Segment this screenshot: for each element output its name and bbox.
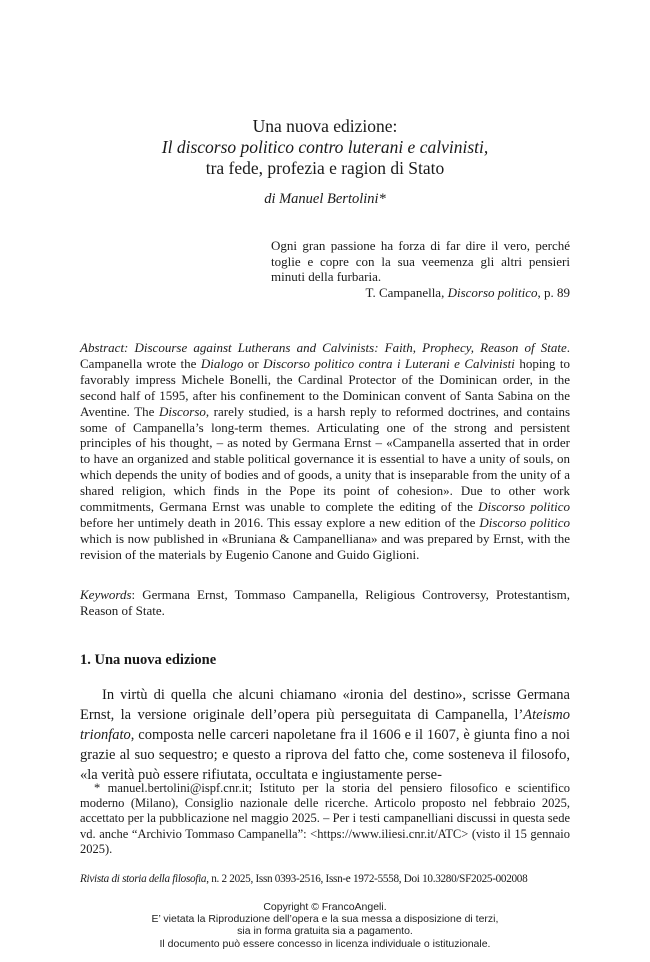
abstract-text: or [243, 355, 264, 371]
epigraph-text: Ogni gran passione ha forza di far dire il vero, perché toglie e copre con la sua veemenza gli altri pensieri minuti della furbaria. [271, 238, 570, 284]
author-byline: di Manuel Bertolini* [264, 191, 386, 207]
keywords-label: Keywords [80, 587, 132, 602]
copyright-line-1: Copyright © FrancoAngeli. [263, 901, 387, 913]
epigraph-source-author: T. Campanella, [365, 285, 448, 300]
title-line-1: Una nuova edizione: [252, 116, 398, 136]
keywords [80, 587, 570, 619]
epigraph-source [271, 285, 570, 301]
body-italic: Ateismo trionfato [80, 707, 570, 743]
abstract-text: before her untimely death in 2016. This essay explore a new edition of the [80, 514, 480, 530]
abstract-text: , rarely studied, is a harsh reply to reformed doctrines, and contains some of Campanella’s long-term themes. Articulating one of the strong and persistent principles of his thought, – as noted by Germana Ernst – «Campanella asserted that in order to have an organized and stable political governance it is essential to have a unity of souls, on which depends the unity of bodies and of goods, a unity that is inseparable from the unity of a shared religion, which finds in the Pope its point of cohesion». Due to other work commitments, Germana Ernst was unable to complete the editing of the [80, 403, 570, 515]
abstract-text: . Campanella wrote the [80, 340, 570, 371]
title-line-2: Il discorso politico contro luterani e calvinisti, [161, 137, 489, 157]
journal-citation [80, 873, 570, 885]
body-text: In virtù di quella che alcuni chiamano «ironia del destino», scrisse Germana Ernst, la versione originale dell’opera più perseguitata di Campanella, l’ [80, 687, 570, 723]
abstract [80, 340, 570, 563]
abstract-italic: Discorso politico contra i Luterani e Calvinisti [263, 355, 515, 371]
copyright-line-3: sia in forma gratuita sia a pagamento. [237, 925, 413, 938]
epigraph-source-title: Discorso politico [447, 285, 538, 300]
epigraph-source-page: , p. 89 [537, 285, 570, 300]
copyright-line-4: Il documento può essere concesso in licenza individuale o istituzionale. [159, 937, 491, 950]
abstract-label: Abstract: Discourse against Lutherans and Calvinists: Faith, Prophecy, Reason of State [80, 340, 567, 355]
body-text: , composta nelle carceri napoletane fra il 1606 e il 1607, è giunta fino a noi grazie al suo sequestro; e questo a riprova del fatto che, come sosteneva il filosofo, «la verità può essere rifiutata, occultata e ingiustamente perse- [80, 727, 570, 783]
abstract-italic: Discorso politico [479, 514, 570, 530]
abstract-text: which is now published in «Bruniana & Campanelliana» and was prepared by Ernst, with the revision of the materials by Eugenio Canone and Guido Giglioni. [80, 530, 570, 562]
abstract-italic: Dialogo [200, 355, 244, 371]
keywords-text: : Germana Ernst, Tommaso Campanella, Religious Controversy, Protestantism, Reason of State. [80, 587, 570, 618]
abstract-italic: Discorso politico [478, 499, 570, 515]
copyright-line-2: E’ vietata la Riproduzione dell’opera e la sua messa a disposizione di terzi, [151, 913, 499, 926]
journal-details: , n. 2 2025, Issn 0393-2516, Issn-e 1972-5558, Doi 10.3280/SF2025-002008 [206, 873, 528, 885]
abstract-text: hoping to favorably impress Michele Bonelli, the Cardinal Protector of the Dominican order, in the second half of 1595, after his confinement to the Dominican convent of Santa Sabina on the Aventine. The [80, 355, 570, 419]
copyright-notice [0, 901, 650, 950]
journal-name: Rivista di storia della filosofia [80, 873, 207, 885]
body-paragraph [80, 685, 570, 785]
footnote: * manuel.bertolini@ispf.cnr.it; Istituto per la storia del pensiero filosofico e scientifico moderno (Milano), Consiglio nazionale delle ricerche. Articolo proposto nel febbraio 2025, accettato per la pubblicazione nel maggio 2025. – Per i testi campanelliani discussi in questa sede vd. anche “Archivio Tommaso Campanella”: <https://www.iliesi.cnr.it/ATC> (visto il 15 gennaio 2025). [80, 781, 570, 856]
abstract-italic: Discorso [158, 403, 206, 419]
section-heading: 1. Una nuova edizione [80, 652, 217, 668]
title-line-3: tra fede, profezia e ragion di Stato [205, 158, 445, 178]
